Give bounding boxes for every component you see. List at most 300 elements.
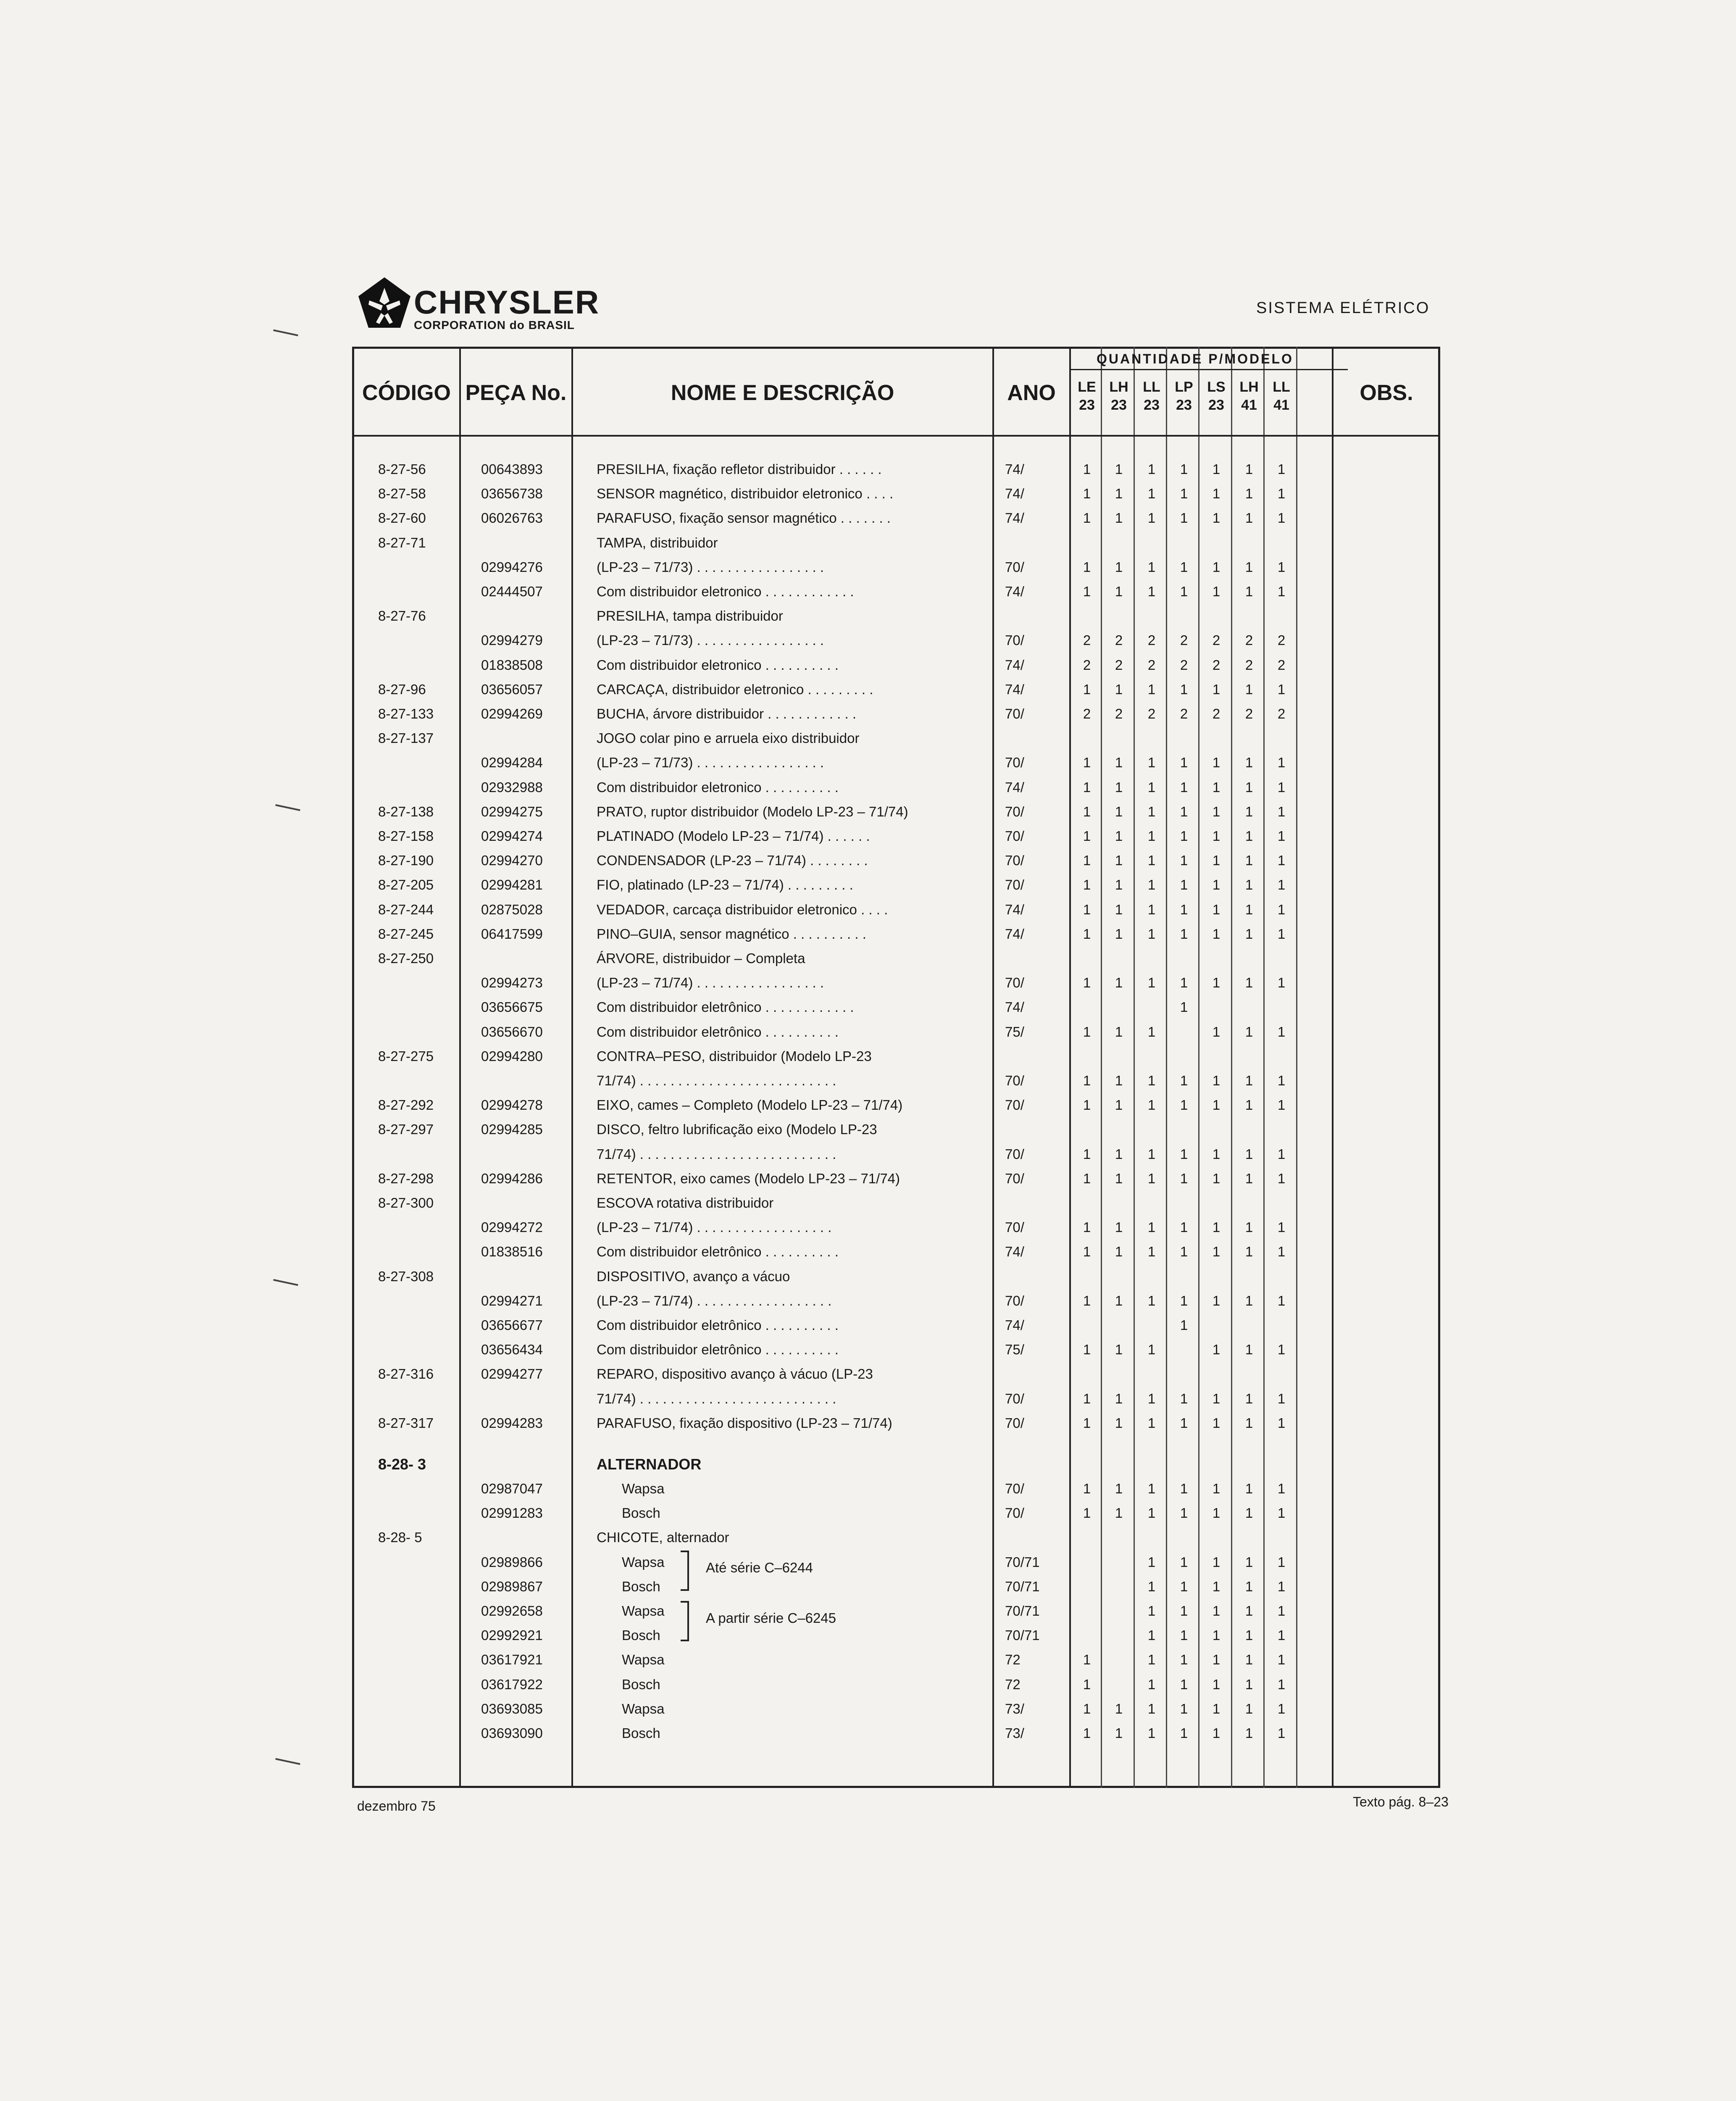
table-row (0, 1648, 1736, 1672)
row-qty: 1 (1245, 877, 1253, 893)
row-qty: 1 (1147, 779, 1156, 795)
table-row (0, 1550, 1736, 1574)
row-qty: 1 (1245, 926, 1253, 942)
row-year: 70/ (1005, 1073, 1024, 1088)
row-qty: 1 (1115, 1219, 1123, 1235)
row-qty: 1 (1180, 1097, 1188, 1113)
row-part-number: 02991283 (481, 1505, 543, 1521)
row-qty: 1 (1277, 926, 1286, 942)
row-qty: 1 (1147, 828, 1156, 844)
row-qty: 1 (1147, 584, 1156, 599)
row-qty: 1 (1245, 1578, 1253, 1594)
row-qty: 1 (1115, 975, 1123, 991)
row-part-number: 02994273 (481, 975, 543, 991)
row-qty: 1 (1115, 755, 1123, 771)
row-qty: 1 (1083, 779, 1091, 795)
header-divider (352, 435, 1440, 437)
row-qty: 1 (1147, 1415, 1156, 1431)
row-qty: 1 (1115, 926, 1123, 942)
row-qty: 1 (1115, 901, 1123, 917)
row-qty: 1 (1180, 1293, 1188, 1309)
row-qty: 1 (1115, 1701, 1123, 1717)
row-qty: 1 (1115, 584, 1123, 599)
row-qty: 1 (1115, 1505, 1123, 1521)
row-qty: 1 (1245, 1725, 1253, 1741)
row-qty: 1 (1115, 803, 1123, 819)
row-description: Wapsa (622, 1603, 665, 1619)
row-description: Bosch (622, 1627, 660, 1643)
row-year: 73/ (1005, 1725, 1024, 1741)
row-qty: 1 (1180, 828, 1188, 844)
row-qty: 2 (1115, 632, 1123, 648)
row-qty: 1 (1147, 1342, 1156, 1358)
row-qty: 1 (1212, 584, 1220, 599)
table-row (0, 1477, 1736, 1501)
row-part-number: 03656677 (481, 1317, 543, 1333)
row-qty: 1 (1180, 926, 1188, 942)
model-header (1169, 378, 1199, 414)
row-year: 70/ (1005, 755, 1024, 771)
row-part-number: 02994283 (481, 1415, 543, 1431)
table-row (0, 604, 1736, 628)
row-code: 8-27-300 (378, 1195, 434, 1211)
header-obs: OBS. (1360, 381, 1413, 405)
row-qty: 1 (1147, 1073, 1156, 1088)
row-qty: 1 (1083, 584, 1091, 599)
row-code: 8-27-316 (378, 1366, 434, 1382)
row-part-number: 03656434 (481, 1342, 543, 1358)
row-qty: 1 (1147, 1578, 1156, 1594)
row-qty: 1 (1212, 926, 1220, 942)
row-qty: 1 (1212, 1170, 1220, 1186)
row-qty: 1 (1245, 681, 1253, 697)
row-qty: 1 (1083, 1097, 1091, 1113)
row-description: Com distribuidor eletronico . . . . . . . . . . . . (597, 584, 854, 599)
row-qty: 1 (1180, 559, 1188, 575)
row-qty: 1 (1212, 1701, 1220, 1717)
row-qty: 1 (1147, 755, 1156, 771)
row-qty: 1 (1115, 1725, 1123, 1741)
header-nome: NOME E DESCRIÇÃO (671, 381, 894, 405)
row-year: 72 (1005, 1652, 1021, 1668)
row-year: 70/ (1005, 1146, 1024, 1162)
row-qty: 1 (1277, 1219, 1286, 1235)
row-part-number: 03617921 (481, 1652, 543, 1668)
row-qty: 1 (1245, 975, 1253, 991)
row-qty: 1 (1277, 1603, 1286, 1619)
row-qty: 1 (1083, 828, 1091, 844)
row-year: 70/ (1005, 1505, 1024, 1521)
row-qty: 1 (1277, 1627, 1286, 1643)
row-qty: 1 (1277, 1676, 1286, 1692)
row-part-number: 01838516 (481, 1244, 543, 1260)
row-qty: 1 (1180, 779, 1188, 795)
row-qty: 1 (1083, 461, 1091, 477)
bracket (681, 1551, 689, 1591)
row-qty: 1 (1180, 1554, 1188, 1570)
table-row (0, 1721, 1736, 1746)
row-year: 70/71 (1005, 1627, 1040, 1643)
row-qty: 1 (1245, 1390, 1253, 1406)
row-qty: 1 (1245, 1073, 1253, 1088)
row-qty: 1 (1147, 1652, 1156, 1668)
row-part-number: 03656057 (481, 681, 543, 697)
table-row (0, 1599, 1736, 1623)
row-description: Bosch (622, 1676, 660, 1692)
row-qty: 1 (1147, 1725, 1156, 1741)
row-qty: 1 (1212, 901, 1220, 917)
row-description: PARAFUSO, fixação sensor magnético . . . . . . . (597, 510, 891, 526)
row-part-number: 02994278 (481, 1097, 543, 1113)
row-qty: 1 (1245, 1219, 1253, 1235)
row-qty: 1 (1212, 1627, 1220, 1643)
row-qty: 1 (1083, 1146, 1091, 1162)
row-qty: 1 (1147, 681, 1156, 697)
header-codigo: CÓDIGO (362, 381, 451, 405)
row-description: Com distribuidor eletrônico . . . . . . . . . . . . (597, 999, 854, 1015)
row-description: PLATINADO (Modelo LP-23 – 71/74) . . . . . . (597, 828, 870, 844)
margin-mark (275, 1758, 300, 1765)
row-qty: 1 (1212, 1676, 1220, 1692)
row-code: 8-27-190 (378, 853, 434, 869)
row-description: 71/74) . . . . . . . . . . . . . . . . . . . . . . . . . . (597, 1390, 836, 1406)
row-qty: 1 (1083, 1725, 1091, 1741)
row-qty: 1 (1115, 853, 1123, 869)
row-qty: 1 (1147, 1293, 1156, 1309)
row-qty: 2 (1277, 632, 1286, 648)
row-qty: 1 (1115, 681, 1123, 697)
chrysler-pentastar-logo (355, 275, 414, 338)
row-part-number: 02444507 (481, 584, 543, 599)
row-part-number: 01838508 (481, 657, 543, 673)
row-year: 70/ (1005, 1293, 1024, 1309)
row-qty: 1 (1245, 1701, 1253, 1717)
row-description: Wapsa (622, 1652, 665, 1668)
row-qty: 1 (1245, 828, 1253, 844)
series-note-1: Até série C–6244 (706, 1560, 813, 1575)
row-qty: 1 (1147, 1481, 1156, 1496)
row-qty: 1 (1083, 926, 1091, 942)
row-description: Com distribuidor eletrônico . . . . . . . . . . (597, 1024, 839, 1040)
table-row (0, 750, 1736, 775)
row-qty: 1 (1245, 1415, 1253, 1431)
row-code: 8-27-58 (378, 486, 426, 502)
row-qty: 2 (1147, 706, 1156, 721)
row-description: CHICOTE, alternador (597, 1530, 729, 1545)
row-year: 70/ (1005, 1097, 1024, 1113)
row-year: 70/ (1005, 706, 1024, 721)
row-qty: 1 (1212, 486, 1220, 502)
row-year: 70/ (1005, 803, 1024, 819)
row-qty: 1 (1115, 1024, 1123, 1040)
row-qty: 1 (1277, 486, 1286, 502)
row-qty: 1 (1147, 1390, 1156, 1406)
row-qty: 1 (1180, 1701, 1188, 1717)
row-qty: 1 (1115, 1097, 1123, 1113)
row-description: VEDADOR, carcaça distribuidor eletronico . . . . (597, 901, 888, 917)
model-header-top: LS (1207, 379, 1226, 395)
row-code: 8-27-76 (378, 608, 426, 624)
row-year: 74/ (1005, 461, 1024, 477)
row-qty: 1 (1180, 461, 1188, 477)
row-qty: 1 (1083, 755, 1091, 771)
bracket (681, 1601, 689, 1641)
row-description: Com distribuidor eletrônico . . . . . . . . . . (597, 1342, 839, 1358)
table-row (0, 1337, 1736, 1362)
row-qty: 2 (1277, 657, 1286, 673)
row-qty: 1 (1180, 755, 1188, 771)
row-year: 73/ (1005, 1701, 1024, 1717)
table-row (0, 922, 1736, 946)
row-qty: 1 (1180, 1390, 1188, 1406)
table-row (0, 628, 1736, 653)
table-row (0, 824, 1736, 848)
row-year: 74/ (1005, 779, 1024, 795)
table-row (0, 1044, 1736, 1069)
row-code: 8-27-275 (378, 1048, 434, 1064)
row-code: 8-27-96 (378, 681, 426, 697)
row-qty: 1 (1212, 1024, 1220, 1040)
row-description: TAMPA, distribuidor (597, 534, 718, 550)
row-qty: 1 (1277, 1390, 1286, 1406)
row-qty: 1 (1245, 1554, 1253, 1570)
table-row (0, 1215, 1736, 1240)
row-qty: 1 (1147, 1097, 1156, 1113)
table-row (0, 1264, 1736, 1289)
row-year: 74/ (1005, 584, 1024, 599)
row-qty: 2 (1180, 632, 1188, 648)
row-qty: 1 (1083, 1652, 1091, 1668)
row-qty: 1 (1180, 584, 1188, 599)
table-row (0, 1093, 1736, 1117)
header-quantidade: QUANTIDADE P/MODELO (1097, 351, 1294, 366)
row-description: DISCO, feltro lubrificação eixo (Modelo LP-23 (597, 1122, 877, 1137)
row-qty: 1 (1180, 1676, 1188, 1692)
row-description: Bosch (622, 1505, 660, 1521)
row-qty: 1 (1212, 510, 1220, 526)
series-note-2: A partir série C–6245 (706, 1610, 836, 1626)
row-qty: 1 (1212, 1481, 1220, 1496)
row-part-number: 02994279 (481, 632, 543, 648)
row-qty: 1 (1180, 1219, 1188, 1235)
row-qty: 1 (1277, 1293, 1286, 1309)
row-qty: 1 (1212, 1244, 1220, 1260)
row-description: CONTRA–PESO, distribuidor (Modelo LP-23 (597, 1048, 872, 1064)
row-qty: 1 (1115, 1293, 1123, 1309)
row-qty: 1 (1277, 681, 1286, 697)
row-part-number: 03656675 (481, 999, 543, 1015)
table-row (0, 800, 1736, 824)
row-qty: 1 (1115, 461, 1123, 477)
row-qty: 1 (1147, 1024, 1156, 1040)
row-code: 8-27-137 (378, 730, 434, 746)
row-qty: 1 (1083, 975, 1091, 991)
row-qty: 1 (1277, 853, 1286, 869)
section-title: SISTEMA ELÉTRICO (1256, 299, 1430, 317)
row-qty: 1 (1277, 1481, 1286, 1496)
table-row (0, 1166, 1736, 1191)
row-qty: 1 (1277, 1725, 1286, 1741)
row-qty: 1 (1180, 1146, 1188, 1162)
row-qty: 1 (1277, 1073, 1286, 1088)
row-qty: 1 (1245, 486, 1253, 502)
row-qty: 1 (1115, 1073, 1123, 1088)
row-qty: 1 (1083, 1390, 1091, 1406)
row-qty: 1 (1180, 877, 1188, 893)
row-description: BUCHA, árvore distribuidor . . . . . . . . . . . . (597, 706, 857, 721)
row-qty: 1 (1245, 461, 1253, 477)
row-description: Wapsa (622, 1481, 665, 1496)
table-row (0, 775, 1736, 800)
row-qty: 1 (1277, 1146, 1286, 1162)
row-year: 74/ (1005, 510, 1024, 526)
model-header-top: LH (1239, 379, 1259, 395)
section-code: 8-28- 3 (378, 1456, 426, 1473)
row-year: 70/71 (1005, 1578, 1040, 1594)
row-qty: 1 (1083, 1415, 1091, 1431)
row-qty: 1 (1083, 681, 1091, 697)
row-qty: 1 (1147, 926, 1156, 942)
model-header (1234, 378, 1264, 414)
row-qty: 1 (1115, 486, 1123, 502)
table-row (0, 677, 1736, 702)
table-row (0, 848, 1736, 873)
row-qty: 1 (1180, 853, 1188, 869)
row-description: JOGO colar pino e arruela eixo distribuidor (597, 730, 860, 746)
row-qty: 1 (1147, 1627, 1156, 1643)
row-code: 8-27-317 (378, 1415, 434, 1431)
model-header (1267, 378, 1296, 414)
row-description: Wapsa (622, 1554, 665, 1570)
table-row (0, 898, 1736, 922)
row-qty: 1 (1277, 1342, 1286, 1358)
row-year: 75/ (1005, 1024, 1024, 1040)
model-header (1202, 378, 1231, 414)
row-qty: 1 (1245, 510, 1253, 526)
row-part-number: 02994275 (481, 803, 543, 819)
table-row (0, 1525, 1736, 1550)
header-peca: PEÇA No. (465, 381, 567, 405)
row-qty: 2 (1147, 632, 1156, 648)
row-part-number: 02992921 (481, 1627, 543, 1643)
table-row (0, 726, 1736, 750)
row-code: 8-27-71 (378, 534, 426, 550)
table-row (0, 506, 1736, 530)
table-row (0, 702, 1736, 726)
model-header-bottom: 23 (1176, 397, 1192, 413)
row-qty: 1 (1083, 1024, 1091, 1040)
row-qty: 1 (1083, 877, 1091, 893)
row-qty: 1 (1277, 1505, 1286, 1521)
row-qty: 1 (1147, 486, 1156, 502)
row-qty: 1 (1277, 1554, 1286, 1570)
row-year: 74/ (1005, 926, 1024, 942)
row-description: CARCAÇA, distribuidor eletronico . . . . . . . . . (597, 681, 873, 697)
row-qty: 1 (1277, 877, 1286, 893)
row-description: EIXO, cames – Completo (Modelo LP-23 – 71/74) (597, 1097, 903, 1113)
row-qty: 2 (1277, 706, 1286, 721)
row-qty: 1 (1212, 461, 1220, 477)
row-code: 8-27-245 (378, 926, 434, 942)
table-row (0, 1362, 1736, 1386)
row-part-number: 02989867 (481, 1578, 543, 1594)
row-part-number: 02989866 (481, 1554, 543, 1570)
row-qty: 1 (1083, 1244, 1091, 1260)
row-qty: 1 (1212, 1554, 1220, 1570)
table-row (0, 653, 1736, 677)
row-part-number: 03656670 (481, 1024, 543, 1040)
row-description: FIO, platinado (LP-23 – 71/74) . . . . . . . . . (597, 877, 853, 893)
table-row (0, 482, 1736, 506)
row-qty: 1 (1115, 1146, 1123, 1162)
row-part-number: 02932988 (481, 779, 543, 795)
row-qty: 1 (1212, 681, 1220, 697)
row-qty: 1 (1083, 510, 1091, 526)
row-qty: 1 (1147, 1219, 1156, 1235)
table-row (0, 1191, 1736, 1215)
row-qty: 1 (1277, 1578, 1286, 1594)
row-qty: 1 (1180, 975, 1188, 991)
table-row (0, 1623, 1736, 1648)
row-qty: 1 (1212, 1415, 1220, 1431)
row-qty: 2 (1245, 706, 1253, 721)
row-description: DISPOSITIVO, avanço a vácuo (597, 1268, 790, 1284)
model-header-bottom: 23 (1144, 397, 1160, 413)
row-part-number: 02994274 (481, 828, 543, 844)
row-qty: 1 (1180, 486, 1188, 502)
row-code: 8-27-138 (378, 803, 434, 819)
row-qty: 1 (1212, 853, 1220, 869)
row-qty: 1 (1277, 975, 1286, 991)
row-qty: 1 (1147, 1603, 1156, 1619)
row-qty: 1 (1083, 1342, 1091, 1358)
row-description: CONDENSADOR (LP-23 – 71/74) . . . . . . . . (597, 853, 868, 869)
row-qty: 1 (1277, 755, 1286, 771)
row-qty: 2 (1212, 657, 1220, 673)
row-qty: 1 (1180, 1073, 1188, 1088)
row-description: (LP-23 – 71/73) . . . . . . . . . . . . . . . . . (597, 755, 824, 771)
row-qty: 1 (1245, 1293, 1253, 1309)
row-part-number: 03693085 (481, 1701, 543, 1717)
row-year: 70/ (1005, 975, 1024, 991)
model-header-top: LL (1143, 379, 1160, 395)
row-description: SENSOR magnético, distribuidor eletronico . . . . (597, 486, 894, 502)
row-qty: 1 (1277, 1024, 1286, 1040)
row-year: 74/ (1005, 1244, 1024, 1260)
table-row (0, 1501, 1736, 1525)
row-qty: 1 (1180, 1603, 1188, 1619)
row-qty: 1 (1147, 1676, 1156, 1692)
row-code: 8-27-158 (378, 828, 434, 844)
row-qty: 1 (1212, 1146, 1220, 1162)
row-year: 70/ (1005, 632, 1024, 648)
row-qty: 1 (1245, 901, 1253, 917)
row-part-number: 02994269 (481, 706, 543, 721)
row-qty: 1 (1115, 877, 1123, 893)
row-year: 74/ (1005, 681, 1024, 697)
table-row (0, 555, 1736, 579)
row-description: 71/74) . . . . . . . . . . . . . . . . . . . . . . . . . . (597, 1073, 836, 1088)
row-qty: 1 (1147, 510, 1156, 526)
row-qty: 2 (1115, 657, 1123, 673)
row-qty: 1 (1147, 1170, 1156, 1186)
row-code: 8-27-56 (378, 461, 426, 477)
row-qty: 1 (1277, 559, 1286, 575)
row-qty: 1 (1245, 779, 1253, 795)
model-header-top: LE (1078, 379, 1096, 395)
row-qty: 1 (1147, 1554, 1156, 1570)
row-qty: 2 (1180, 706, 1188, 721)
